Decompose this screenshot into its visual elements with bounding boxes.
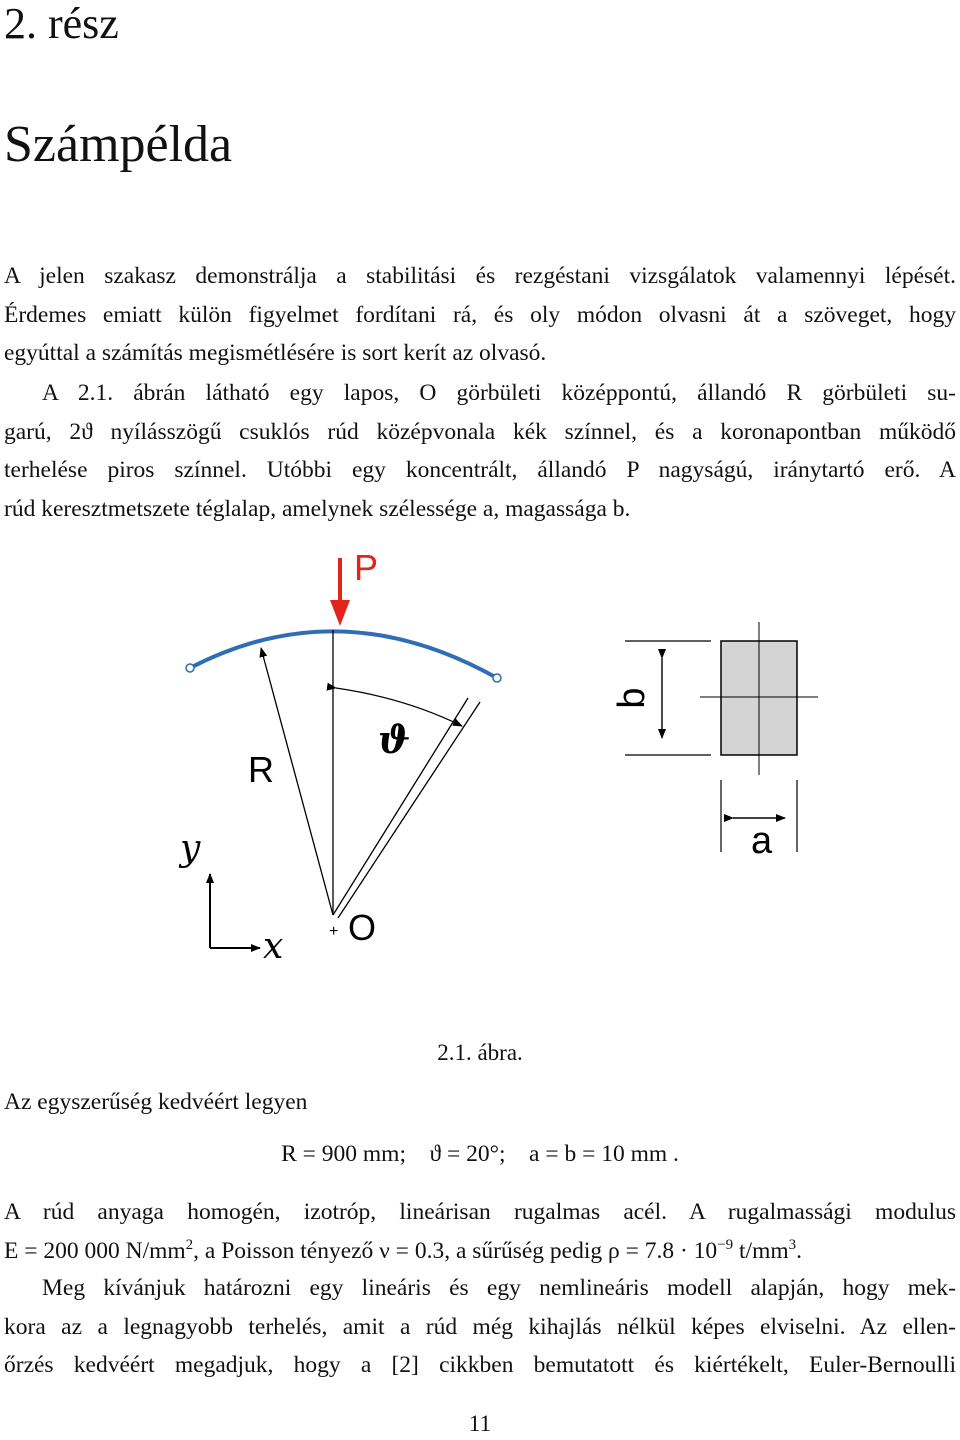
intro-line: Érdemes emiatt külön figyelmet fordítani rá, és oly módon olvasni át a szöveget, hogy (4, 301, 956, 328)
goal-paragraph (4, 1269, 956, 1385)
poisson-text: , a Poisson tényező ν = 0.3, a sűrűség pedig ρ = 7.8 · 10 (193, 1237, 718, 1264)
arch-centerline (190, 631, 497, 678)
density-unit: t/mm (733, 1237, 789, 1264)
given-equation: R = 900 mm; ϑ = 20°; a = b = 10 mm . (281, 1141, 679, 1167)
load-label: P (354, 547, 379, 588)
goal-line: Meg kívánjuk határozni egy lineáris és egy nemlineáris modell alapján, hogy mek- (42, 1275, 956, 1301)
goal-line: kora az a legnagyobb terhelés, amit a rúd még kihajlás nélkül képes elviselni. Az ellen- (4, 1313, 956, 1340)
page-number: 11 (468, 1411, 492, 1436)
material-line: A rúd anyaga homogén, izotróp, lineárisan rugalmas acél. A rugalmassági modulus (4, 1199, 956, 1225)
intro-line: egyúttal a számítás megismétlésére is sort kerít az olvasó. (4, 340, 547, 366)
exponent: −9 (717, 1236, 734, 1253)
period: . (796, 1237, 803, 1264)
given-lead: Az egyszerűség kedvéért legyen (4, 1089, 308, 1115)
hinge-right (493, 674, 501, 682)
chapter-heading: Számpélda (4, 116, 233, 173)
angle-label: ϑ (378, 717, 411, 762)
desc-line: rúd keresztmetszete téglalap, amelynek szélessége a, magassága b. (4, 495, 631, 522)
load-arrow-head (330, 600, 350, 626)
exponent: 2 (185, 1236, 194, 1253)
goal-line: őrzés kedvéért megadjuk, hogy a [2] cikkben bemutatott és kiértékelt, Euler-Bernoulli (4, 1352, 956, 1378)
x-axis-label: x (263, 926, 284, 967)
center-marker: + (329, 923, 339, 940)
exponent: 3 (788, 1236, 797, 1253)
center-label: O (348, 907, 377, 948)
b-dimension-label: b (611, 687, 653, 709)
material-line (4, 1232, 956, 1271)
desc-line: terhelése piros színnel. Utóbbi egy koncentrált, állandó P nagyságú, iránytartó erő. A (4, 457, 956, 483)
desc-line: garú, 2ϑ nyílásszögű csuklós rúd középvonala kék színnel, és a koronapontban működő (4, 418, 956, 445)
hinge-left (186, 664, 194, 672)
modulus-text: E = 200 000 N/mm (4, 1237, 186, 1264)
figure-caption: 2.1. ábra. (437, 1040, 523, 1065)
part-heading: 2. rész (4, 0, 119, 48)
figure-2-1 (0, 540, 960, 1020)
desc-line: A 2.1. ábrán látható egy lapos, O görbületi középpontú, állandó R görbületi su- (42, 380, 956, 406)
radius-label: R (248, 749, 274, 790)
intro-line: A jelen szakasz demonstrálja a stabilitási és rezgéstani vizsgálatok valamennyi lépését. (4, 263, 956, 289)
a-dimension-label: a (751, 820, 773, 862)
y-axis-label: y (180, 828, 201, 869)
material-paragraph (4, 1193, 956, 1270)
description-paragraph (4, 374, 956, 528)
intro-paragraph (4, 257, 956, 373)
